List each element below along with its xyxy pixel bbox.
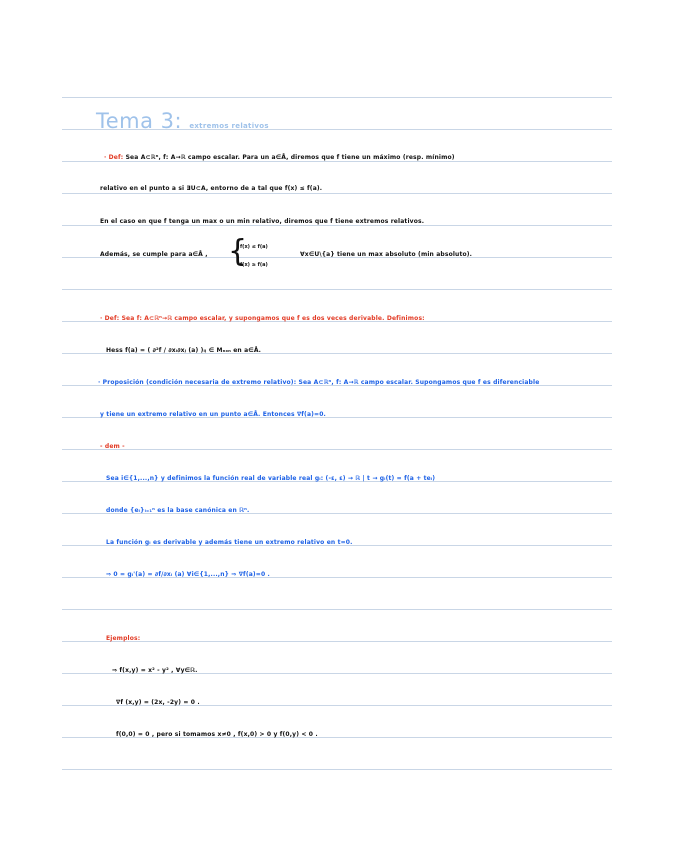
ruled-line bbox=[62, 609, 612, 610]
note-line bbox=[100, 411, 326, 418]
note-line bbox=[106, 539, 353, 546]
subtitle-text: extremos relativos bbox=[189, 122, 269, 130]
ruled-line bbox=[62, 641, 612, 642]
example-text: ∇f (x,y) = (2x, -2y) = 0 . bbox=[116, 699, 200, 706]
ruled-line bbox=[62, 161, 612, 162]
note-text: ∀x∈U\{a} tiene un max absoluto (min absoluto). bbox=[300, 251, 473, 258]
hessian-formula: Hess f(a) = ( ∂²f / ∂xᵢ∂xⱼ (a) )ᵢⱼ ∈ Mₙₓₙ en a∈Å. bbox=[106, 347, 262, 354]
ruled-line bbox=[62, 225, 612, 226]
definition-text: · Def: Sea f: A⊂ℝⁿ→ℝ campo escalar, y supongamos que f es dos veces derivable. Definimos: bbox=[100, 315, 425, 322]
example-text: f(0,0) = 0 , pero si tomamos x≠0 , f(x,0) > 0 y f(0,y) < 0 . bbox=[116, 731, 318, 738]
note-line bbox=[106, 507, 249, 514]
brace-symbol: { bbox=[228, 234, 248, 269]
note-line bbox=[100, 185, 322, 192]
ruled-line bbox=[62, 97, 612, 98]
note-line bbox=[100, 251, 208, 258]
proposition-text: · Proposición (condición necesaria de extremo relativo): Sea A⊂ℝⁿ, f: A→ℝ campo escalar. Supongamos que f es diferenciable bbox=[98, 379, 540, 386]
ruled-line bbox=[62, 769, 612, 770]
proof-text: La función gᵢ es derivable y además tiene un extremo relativo en t=0. bbox=[106, 539, 353, 546]
examples-heading: Ejemplos: bbox=[106, 635, 141, 642]
definition-text: relativo en el punto a si ∃U⊂A, entorno de a tal que f(x) ≤ f(a). bbox=[100, 185, 323, 192]
note-line bbox=[100, 443, 125, 450]
definition-text: · Def: Sea A⊂ℝⁿ, f: A→ℝ campo escalar. Para un a∈Å, diremos que f tiene un máximo (resp. mínimo) bbox=[104, 154, 455, 161]
note-line bbox=[116, 699, 200, 706]
ruled-line bbox=[62, 289, 612, 290]
note-text: Además, se cumple para a∈Å , bbox=[100, 251, 208, 258]
proof-heading: - dem - bbox=[100, 443, 125, 450]
ruled-line bbox=[62, 193, 612, 194]
proof-text: ⇒ 0 = gᵢ'(a) = ∂f/∂xᵢ (a) ∀i∈{1,...,n} ⇒ ∇f(a)=0 . bbox=[106, 571, 270, 578]
note-line bbox=[100, 315, 425, 322]
proposition-text: y tiene un extremo relativo en un punto a∈Å. Entonces ∇f(a)=0. bbox=[100, 411, 326, 418]
definition-label: · Def: bbox=[104, 154, 124, 161]
case-line: f(x) ≥ f(a) bbox=[240, 262, 268, 268]
page-title bbox=[96, 109, 269, 133]
note-line bbox=[100, 218, 424, 225]
ruled-line bbox=[62, 449, 612, 450]
note-line bbox=[106, 475, 435, 482]
note-line bbox=[106, 347, 261, 354]
example-text: ⇒ f(x,y) = x² - y² , ∀y∈ℝ. bbox=[112, 667, 198, 674]
note-line bbox=[104, 154, 455, 161]
note-line bbox=[112, 667, 198, 674]
note-line bbox=[106, 571, 270, 578]
note-text: En el caso en que f tenga un max o un min relativo, diremos que f tiene extremos relativos. bbox=[100, 218, 425, 225]
proof-text: donde {eᵢ}ᵢ₌₁ⁿ es la base canónica en ℝⁿ. bbox=[106, 507, 250, 514]
note-line bbox=[98, 379, 539, 386]
note-line bbox=[300, 251, 472, 258]
case-line: f(x) ≤ f(a) bbox=[240, 244, 268, 250]
title-text: Tema 3: bbox=[96, 109, 183, 133]
note-line bbox=[116, 731, 318, 738]
proof-text: Sea i∈{1,...,n} y definimos la función real de variable real gᵢ: (-ε, ε) → ℝ | t → gᵢ(t) = f(a + teᵢ) bbox=[106, 475, 436, 482]
note-line bbox=[106, 635, 140, 642]
